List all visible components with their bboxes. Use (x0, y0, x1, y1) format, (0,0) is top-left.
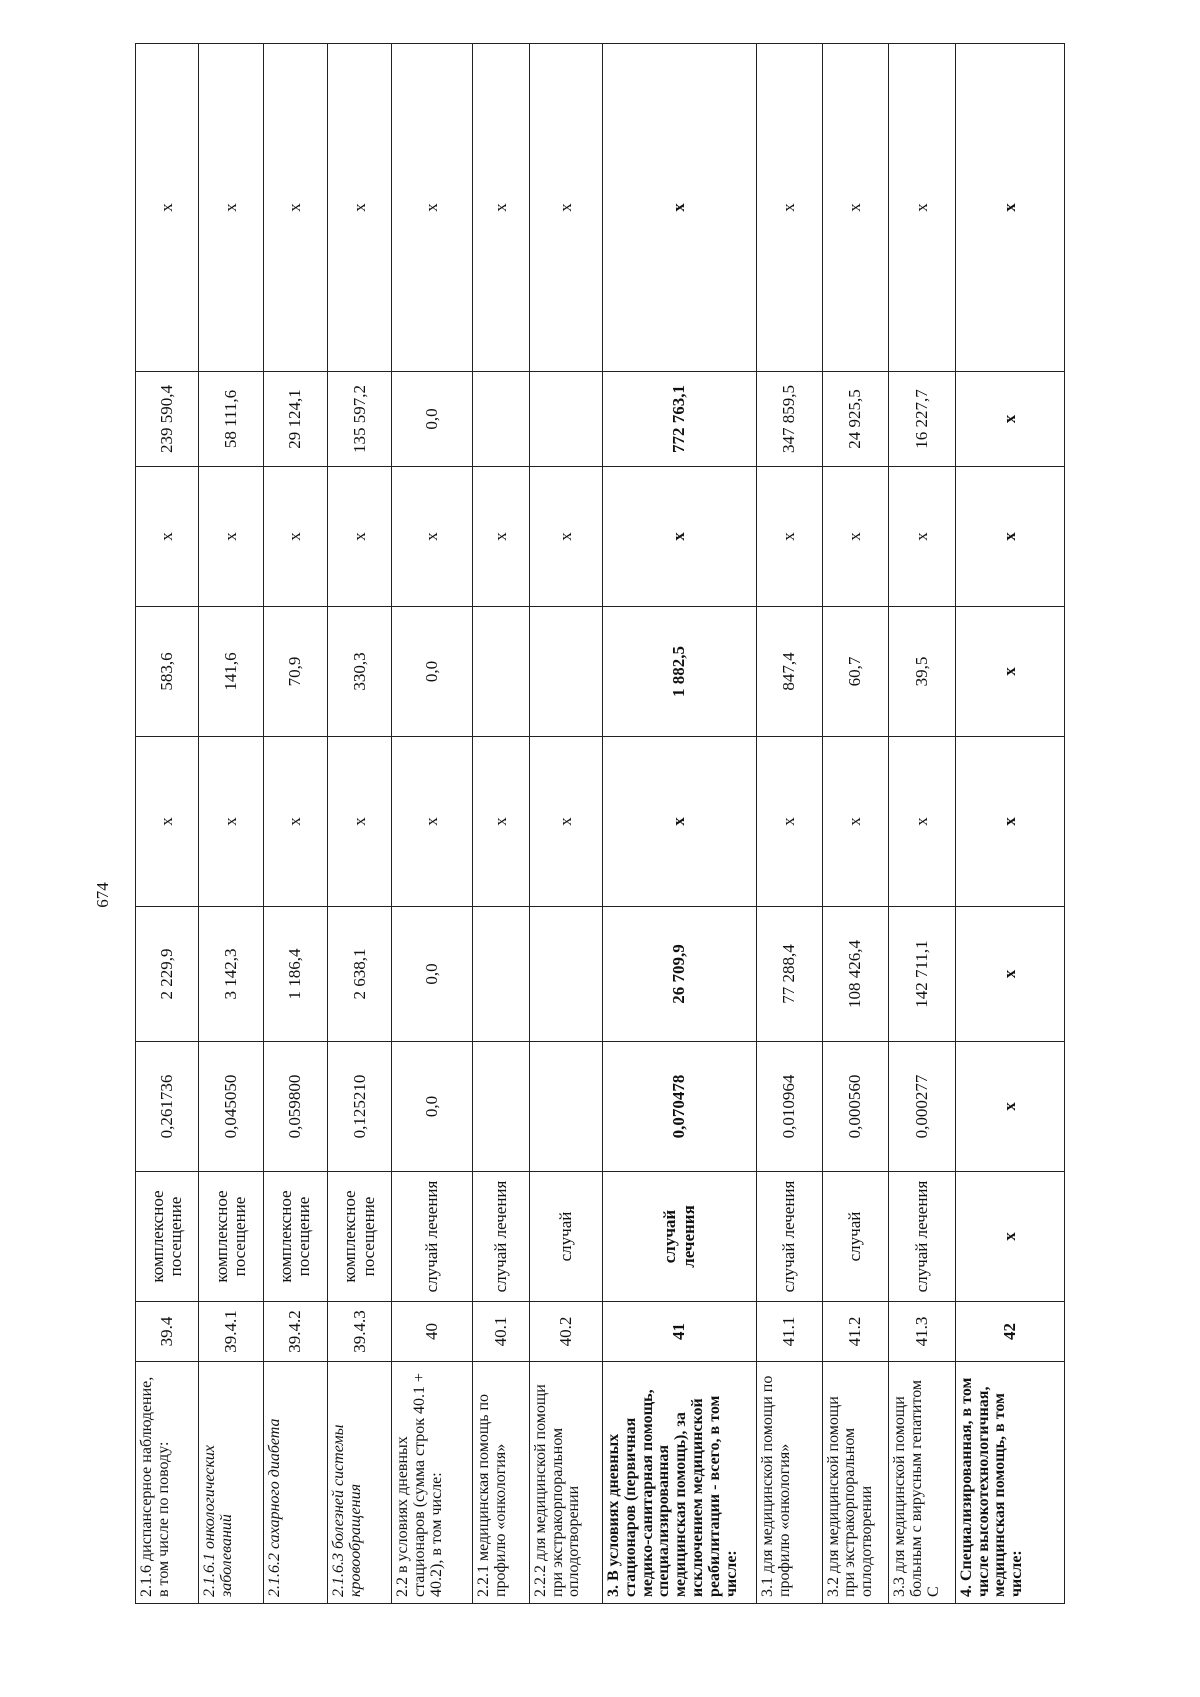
cell-volume-norm: 0,000277 (889, 1042, 956, 1172)
cell-cost-norm: 0,0 (392, 907, 473, 1042)
cell-col-9: x (199, 44, 263, 372)
table-row (529, 44, 602, 1604)
cell-volume-norm: 0,010964 (757, 1042, 822, 1172)
cell-col-8: 772 763,1 (602, 372, 756, 467)
cell-unit-of-measure: комплексное посещение (263, 1172, 327, 1302)
page-number: 674 (93, 882, 112, 908)
cell-col-6: 60,7 (822, 607, 889, 737)
cell-cost-norm: 142 711,1 (889, 907, 956, 1042)
cell-col-5: x (328, 737, 392, 907)
cell-row-name: 2.1.6.3 болезней системы кровообращения (328, 1362, 392, 1604)
cell-row-name: 4. Специализированная, в том числе высокотехнологичная, медицинская помощь, в том числе: (955, 1362, 1064, 1604)
cell-col-7: x (392, 467, 473, 607)
cell-col-5: x (199, 737, 263, 907)
cell-col-8 (473, 372, 530, 467)
cell-col-8: 58 111,6 (199, 372, 263, 467)
cell-col-5: x (263, 737, 327, 907)
cell-col-5: x (889, 737, 956, 907)
cell-col-7: x (889, 467, 956, 607)
cell-row-name: 3. В условиях дневных стационаров (первичная медико-санитарная помощь, специализированная медицинская помощь), за исключением медицинской реабилитации - всего, в том числе: (602, 1362, 756, 1604)
cell-row-name: 2.1.6.2 сахарного диабета (263, 1362, 327, 1604)
cell-col-7: x (473, 467, 530, 607)
table-row (263, 44, 327, 1604)
cell-col-9: x (602, 44, 756, 372)
cell-volume-norm: 0,045050 (199, 1042, 263, 1172)
cell-row-name: 2.2.2 для медицинской помощи при экстракорпоральном оплодотворении (529, 1362, 602, 1604)
cell-col-6: x (955, 607, 1064, 737)
cell-col-9: x (822, 44, 889, 372)
cell-volume-norm: 0,261736 (136, 1042, 199, 1172)
cell-row-number: 40.1 (473, 1302, 530, 1362)
cell-volume-norm (473, 1042, 530, 1172)
cell-row-name: 2.1.6.1 онкологических заболеваний (199, 1362, 263, 1604)
cell-col-6: 70,9 (263, 607, 327, 737)
cell-col-8: 135 597,2 (328, 372, 392, 467)
table-row (199, 44, 263, 1604)
rotated-table-container (135, 44, 1065, 1604)
cell-col-9: x (328, 44, 392, 372)
cell-volume-norm: 0,000560 (822, 1042, 889, 1172)
cell-row-number: 39.4.2 (263, 1302, 327, 1362)
cell-cost-norm: 77 288,4 (757, 907, 822, 1042)
cell-col-6: 847,4 (757, 607, 822, 737)
cell-col-7: x (328, 467, 392, 607)
cell-col-6: 39,5 (889, 607, 956, 737)
cell-col-8: x (955, 372, 1064, 467)
cell-cost-norm: 3 142,3 (199, 907, 263, 1042)
cell-row-number: 40.2 (529, 1302, 602, 1362)
cell-col-5: x (602, 737, 756, 907)
cell-unit-of-measure: x (955, 1172, 1064, 1302)
table-row (602, 44, 756, 1604)
cell-col-9: x (529, 44, 602, 372)
cell-col-7: x (136, 467, 199, 607)
cell-cost-norm (473, 907, 530, 1042)
cell-col-6 (529, 607, 602, 737)
cell-volume-norm: 0,070478 (602, 1042, 756, 1172)
cell-row-number: 41.1 (757, 1302, 822, 1362)
cell-col-9: x (263, 44, 327, 372)
cell-col-7: x (263, 467, 327, 607)
cell-col-6: 141,6 (199, 607, 263, 737)
cell-volume-norm: 0,059800 (263, 1042, 327, 1172)
cell-col-5: x (473, 737, 530, 907)
table-row (328, 44, 392, 1604)
cell-col-5: x (392, 737, 473, 907)
cell-col-6 (473, 607, 530, 737)
cell-volume-norm: x (955, 1042, 1064, 1172)
cell-col-9: x (136, 44, 199, 372)
table-row (136, 44, 199, 1604)
cell-col-9: x (889, 44, 956, 372)
cell-row-number: 39.4.1 (199, 1302, 263, 1362)
cell-row-number: 41.2 (822, 1302, 889, 1362)
cell-row-number: 39.4.3 (328, 1302, 392, 1362)
cell-row-name: 3.3 для медицинской помощи больным с вирусным гепатитом С (889, 1362, 956, 1604)
cell-cost-norm: 2 229,9 (136, 907, 199, 1042)
cell-col-7: x (955, 467, 1064, 607)
cell-col-5: x (955, 737, 1064, 907)
cell-row-number: 42 (955, 1302, 1064, 1362)
cell-row-name: 3.2 для медицинской помощи при экстракорпоральном оплодотворении (822, 1362, 889, 1604)
cell-unit-of-measure: случай лечения (602, 1172, 756, 1302)
cell-row-name: 2.2 в условиях дневных стационаров (сумма строк 40.1 + 40.2), в том числе: (392, 1362, 473, 1604)
cell-col-5: x (529, 737, 602, 907)
cell-col-8: 0,0 (392, 372, 473, 467)
cell-col-7: x (822, 467, 889, 607)
table-row (757, 44, 822, 1604)
table-body (136, 44, 1065, 1604)
cell-volume-norm: 0,0 (392, 1042, 473, 1172)
cell-col-8: 24 925,5 (822, 372, 889, 467)
table-row (473, 44, 530, 1604)
cell-cost-norm: x (955, 907, 1064, 1042)
cell-row-number: 39.4 (136, 1302, 199, 1362)
cell-cost-norm (529, 907, 602, 1042)
cell-row-name: 3.1 для медицинской помощи по профилю «онкология» (757, 1362, 822, 1604)
cell-unit-of-measure: комплексное посещение (328, 1172, 392, 1302)
cell-col-9: x (473, 44, 530, 372)
cell-col-6: 1 882,5 (602, 607, 756, 737)
cell-col-8: 347 859,5 (757, 372, 822, 467)
cell-col-6: 330,3 (328, 607, 392, 737)
cell-col-8: 29 124,1 (263, 372, 327, 467)
cell-col-9: x (955, 44, 1064, 372)
table-row (822, 44, 889, 1604)
cell-col-6: 0,0 (392, 607, 473, 737)
cell-col-7: x (602, 467, 756, 607)
cell-col-5: x (822, 737, 889, 907)
cell-unit-of-measure: случай (529, 1172, 602, 1302)
cell-row-number: 41 (602, 1302, 756, 1362)
cell-col-9: x (757, 44, 822, 372)
cell-unit-of-measure: случай (822, 1172, 889, 1302)
cell-col-7: x (757, 467, 822, 607)
cell-unit-of-measure: случай лечения (757, 1172, 822, 1302)
cell-col-8 (529, 372, 602, 467)
cell-col-7: x (199, 467, 263, 607)
cell-unit-of-measure: случай лечения (473, 1172, 530, 1302)
cell-unit-of-measure: случай лечения (889, 1172, 956, 1302)
cell-col-6: 583,6 (136, 607, 199, 737)
cell-cost-norm: 2 638,1 (328, 907, 392, 1042)
cell-unit-of-measure: комплексное посещение (136, 1172, 199, 1302)
cell-row-name: 2.2.1 медицинская помощь по профилю «онкология» (473, 1362, 530, 1604)
table-row (889, 44, 956, 1604)
cell-col-8: 16 227,7 (889, 372, 956, 467)
cell-col-7: x (529, 467, 602, 607)
cell-col-5: x (757, 737, 822, 907)
cell-unit-of-measure: случай лечения (392, 1172, 473, 1302)
volumes-costs-table (135, 43, 1065, 1604)
cell-col-5: x (136, 737, 199, 907)
cell-col-9: x (392, 44, 473, 372)
cell-cost-norm: 108 426,4 (822, 907, 889, 1042)
table-row (392, 44, 473, 1604)
cell-row-number: 40 (392, 1302, 473, 1362)
cell-cost-norm: 1 186,4 (263, 907, 327, 1042)
table-row (955, 44, 1064, 1604)
cell-row-name: 2.1.6 диспансерное наблюдение, в том числе по поводу: (136, 1362, 199, 1604)
cell-volume-norm: 0,125210 (328, 1042, 392, 1172)
cell-row-number: 41.3 (889, 1302, 956, 1362)
cell-volume-norm (529, 1042, 602, 1172)
cell-cost-norm: 26 709,9 (602, 907, 756, 1042)
cell-unit-of-measure: комплексное посещение (199, 1172, 263, 1302)
cell-col-8: 239 590,4 (136, 372, 199, 467)
